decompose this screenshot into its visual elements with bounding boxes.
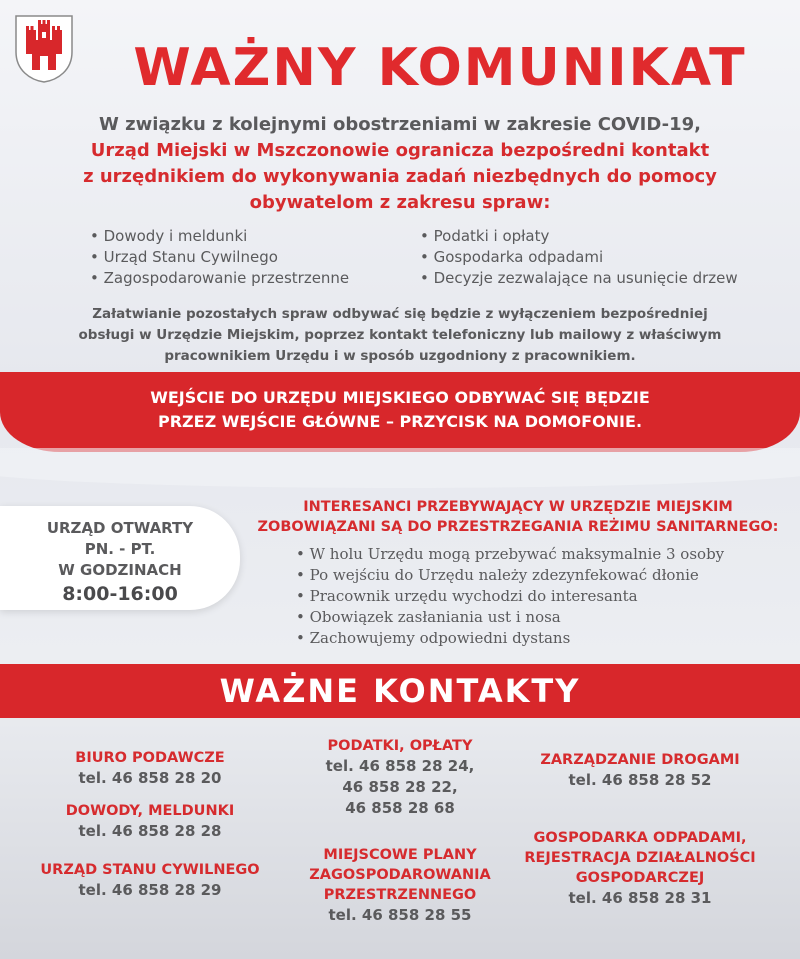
list-item: • Podatki i opłaty — [420, 226, 738, 247]
list-item: • Zagospodarowanie przestrzenne — [90, 268, 420, 289]
contacts-title: WAŻNE KONTAKTY — [219, 672, 581, 710]
entrance-banner-text — [60, 386, 740, 434]
contact-name: ZARZĄDZANIE DROGAMI — [540, 752, 740, 768]
list-item: • Decyzje zezwalające na usunięcie drzew — [420, 268, 738, 289]
contact-name: URZĄD STANU CYWILNEGO — [40, 862, 260, 878]
contact-phone: tel. 46 858 28 29 — [78, 881, 222, 899]
contact-odpady — [505, 828, 775, 909]
contact-phone: tel. 46 858 28 31 — [568, 889, 712, 907]
decorative-arc — [0, 448, 800, 488]
contact-phone: tel. 46 858 28 55 — [328, 906, 472, 924]
list-item: • Dowody i meldunki — [90, 226, 420, 247]
contact-name: REJESTRACJA DZIAŁALNOŚCI — [524, 850, 756, 866]
list-item: • Gospodarka odpadami — [420, 247, 738, 268]
opening-hours-box — [0, 506, 240, 610]
contact-name: DOWODY, MELDUNKI — [65, 803, 235, 819]
contact-phone: 46 858 28 22, — [342, 778, 458, 796]
contact-name: PODATKI, OPŁATY — [327, 738, 473, 754]
intro-line: W związku z kolejnymi obostrzeniami w zakresie COVID-19, — [99, 114, 701, 135]
intro-line: obywatelom z zakresu spraw: — [249, 192, 551, 213]
intro-line: Urząd Miejski w Mszczonowie ogranicza bezpośredni kontakt — [90, 140, 710, 161]
contact-name: MIEJSCOWE PLANY — [323, 847, 477, 863]
contact-phone: 46 858 28 68 — [345, 799, 455, 817]
contact-name: GOSPODARCZEJ — [575, 870, 705, 886]
services-lists — [90, 226, 770, 289]
entrance-line: PRZEZ WEJŚCIE GŁÓWNE – PRZYCISK NA DOMOFONIE. — [157, 412, 643, 431]
entrance-line: WEJŚCIE DO URZĘDU MIEJSKIEGO ODBYWAĆ SIĘ BĘDZIE — [150, 388, 650, 407]
contact-usc — [20, 860, 280, 901]
sanitary-rules-list — [296, 544, 724, 649]
page-title: WAŻNY KOMUNIKAT — [133, 38, 747, 98]
list-item: • W holu Urzędu mogą przebywać maksymalnie 3 osoby — [296, 544, 724, 565]
intro-text — [60, 112, 740, 216]
sanitary-heading-line: ZOBOWIĄZANI SĄ DO PRZESTRZEGANIA REŻIMU SANITARNEGO: — [257, 519, 779, 535]
contact-phone: tel. 46 858 28 24, — [325, 757, 475, 775]
contact-drogi — [520, 750, 760, 791]
sanitary-heading — [248, 497, 788, 537]
coat-of-arms-icon — [12, 12, 76, 84]
note-line: Załatwianie pozostałych spraw odbywać się będzie z wyłączeniem bezpośredniej — [92, 306, 708, 322]
contact-plany — [290, 845, 510, 926]
hours-line: URZĄD OTWARTY — [46, 519, 194, 537]
contact-dowody — [30, 801, 270, 842]
list-item: • Zachowujemy odpowiedni dystans — [296, 628, 724, 649]
services-list-right — [420, 226, 738, 289]
note-line: obsługi w Urzędzie Miejskim, poprzez kontakt telefoniczny lub mailowy z właściwym — [78, 327, 722, 343]
list-item: • Po wejściu do Urzędu należy zdezynfekować dłonie — [296, 565, 724, 586]
contact-name: ZAGOSPODAROWANIA — [309, 867, 491, 883]
contact-phone: tel. 46 858 28 20 — [78, 769, 222, 787]
contact-biuro — [30, 748, 270, 789]
hours-line: PN. - PT. — [84, 540, 156, 558]
list-item: • Pracownik urzędu wychodzi do interesanta — [296, 586, 724, 607]
list-item: • Urząd Stanu Cywilnego — [90, 247, 420, 268]
contact-phone: tel. 46 858 28 28 — [78, 822, 222, 840]
hours-line: W GODZINACH — [58, 561, 182, 579]
list-item: • Obowiązek zasłaniania ust i nosa — [296, 607, 724, 628]
services-list-left — [90, 226, 420, 289]
intro-line: z urzędnikiem do wykonywania zadań niezbędnych do pomocy — [83, 166, 717, 187]
other-matters-note — [70, 304, 730, 367]
contact-name: BIURO PODAWCZE — [75, 750, 225, 766]
hours-time: 8:00-16:00 — [62, 583, 178, 605]
note-line: pracownikiem Urzędu i w sposób uzgodniony z pracownikiem. — [164, 348, 636, 364]
sanitary-heading-line: INTERESANCI PRZEBYWAJĄCY W URZĘDZIE MIEJSKIM — [303, 499, 733, 515]
contact-name: GOSPODARKA ODPADAMI, — [533, 830, 747, 846]
contact-phone: tel. 46 858 28 52 — [568, 771, 712, 789]
contact-name: PRZESTRZENNEGO — [323, 887, 477, 903]
contact-podatki — [290, 736, 510, 819]
